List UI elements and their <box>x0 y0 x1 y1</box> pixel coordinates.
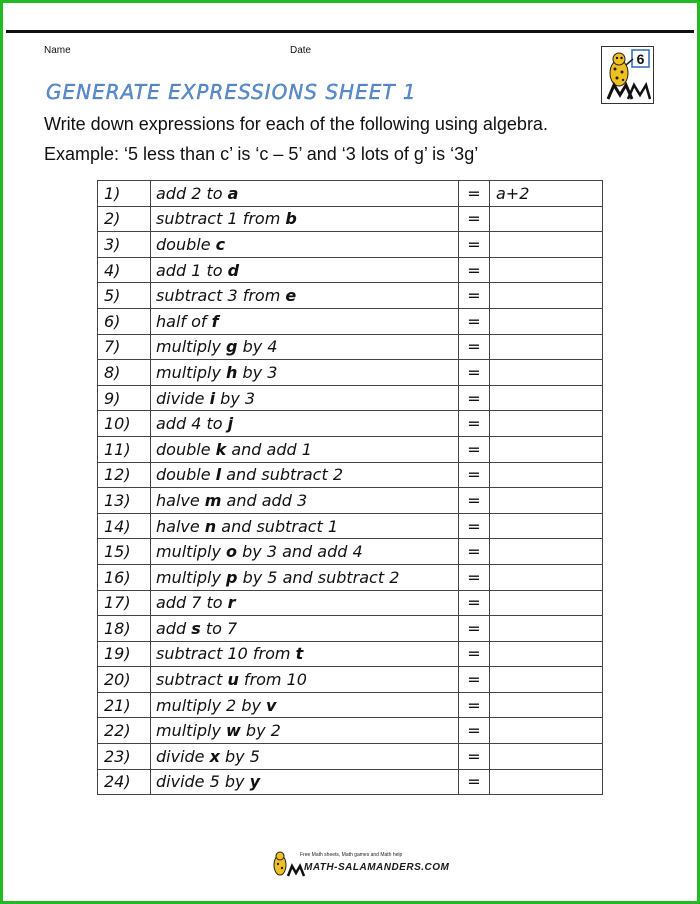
answer-field[interactable] <box>490 206 603 232</box>
equals-sign: = <box>459 411 490 437</box>
question-row <box>98 539 603 565</box>
answer-field[interactable] <box>490 257 603 283</box>
question-text <box>151 257 459 283</box>
question-text-after: by 5 <box>219 746 260 766</box>
question-text-before: double <box>156 465 216 485</box>
question-text-after: to 7 <box>200 618 238 638</box>
question-row <box>98 488 603 514</box>
answer-field[interactable] <box>490 462 603 488</box>
answer-field[interactable] <box>490 385 603 411</box>
question-row <box>98 308 603 334</box>
question-row <box>98 718 603 744</box>
question-row <box>98 692 603 718</box>
question-number: 10) <box>98 411 151 437</box>
question-number: 15) <box>98 539 151 565</box>
variable-letter: h <box>226 362 238 382</box>
question-number: 20) <box>98 667 151 693</box>
question-row <box>98 513 603 539</box>
equals-sign: = <box>459 181 490 207</box>
question-text <box>151 308 459 334</box>
question-text-after: and subtract 1 <box>216 516 339 536</box>
equals-sign: = <box>459 436 490 462</box>
question-number: 2) <box>98 206 151 232</box>
question-row <box>98 411 603 437</box>
variable-letter: p <box>226 567 238 587</box>
variable-letter: k <box>215 439 227 459</box>
question-text <box>151 385 459 411</box>
variable-letter: l <box>215 465 222 485</box>
variable-letter: g <box>226 337 238 357</box>
answer-field[interactable] <box>490 564 603 590</box>
question-text-before: multiply <box>156 567 227 587</box>
variable-letter: r <box>227 593 236 613</box>
question-text <box>151 769 459 795</box>
question-number: 18) <box>98 616 151 642</box>
equals-sign: = <box>459 513 490 539</box>
question-text <box>151 462 459 488</box>
question-text-before: halve <box>156 490 205 510</box>
question-text <box>151 334 459 360</box>
equals-sign: = <box>459 641 490 667</box>
answer-field[interactable]: a+2 <box>490 181 603 207</box>
question-text-before: subtract 10 from <box>156 644 296 664</box>
equals-sign: = <box>459 360 490 386</box>
question-number: 13) <box>98 488 151 514</box>
question-row <box>98 616 603 642</box>
variable-letter: y <box>249 772 261 792</box>
question-text <box>151 206 459 232</box>
variable-letter: n <box>204 516 217 536</box>
name-label: Name <box>44 45 71 56</box>
variable-letter: f <box>211 311 219 331</box>
question-row <box>98 206 603 232</box>
question-number: 3) <box>98 232 151 258</box>
variable-letter: a <box>227 183 239 203</box>
question-row <box>98 181 603 207</box>
question-number: 5) <box>98 283 151 309</box>
question-text-before: halve <box>156 516 205 536</box>
question-text-before: add <box>156 618 192 638</box>
question-text-before: divide <box>156 388 210 408</box>
question-text-before: add 7 to <box>156 593 228 613</box>
question-number: 9) <box>98 385 151 411</box>
question-row <box>98 744 603 770</box>
instruction-line-1: Write down expressions for each of the following using algebra. <box>44 114 548 134</box>
answer-field[interactable] <box>490 616 603 642</box>
question-text-after: by 3 <box>215 388 256 408</box>
header-rule <box>6 30 694 33</box>
question-text-before: multiply <box>156 542 227 562</box>
question-text-before: multiply <box>156 337 227 357</box>
question-text-after: and subtract 2 <box>221 465 344 485</box>
question-text-after: by 3 <box>237 362 278 382</box>
equals-sign: = <box>459 616 490 642</box>
question-row <box>98 462 603 488</box>
answer-field[interactable] <box>490 692 603 718</box>
variable-letter: j <box>227 414 234 434</box>
variable-letter: w <box>226 721 241 741</box>
answer-field[interactable] <box>490 232 603 258</box>
variable-letter: v <box>266 695 277 715</box>
variable-letter: u <box>227 670 239 690</box>
question-text <box>151 411 459 437</box>
question-row <box>98 232 603 258</box>
question-text-before: add 4 to <box>156 414 228 434</box>
question-number: 7) <box>98 334 151 360</box>
equals-sign: = <box>459 769 490 795</box>
question-text <box>151 667 459 693</box>
variable-letter: d <box>227 260 240 280</box>
question-text-before: multiply <box>156 721 227 741</box>
question-row <box>98 385 603 411</box>
equals-sign: = <box>459 692 490 718</box>
equals-sign: = <box>459 334 490 360</box>
equals-sign: = <box>459 564 490 590</box>
answer-field[interactable] <box>490 488 603 514</box>
answer-field[interactable] <box>490 744 603 770</box>
question-text <box>151 283 459 309</box>
equals-sign: = <box>459 283 490 309</box>
variable-letter: x <box>209 746 220 766</box>
question-text-before: subtract <box>156 670 228 690</box>
variable-letter: i <box>209 388 216 408</box>
answer-field[interactable] <box>490 513 603 539</box>
question-row <box>98 667 603 693</box>
question-text <box>151 692 459 718</box>
question-row <box>98 769 603 795</box>
questions-table <box>97 180 603 795</box>
equals-sign: = <box>459 488 490 514</box>
variable-letter: o <box>226 542 238 562</box>
answer-field[interactable] <box>490 283 603 309</box>
question-text-after: and add 3 <box>221 490 308 510</box>
question-text <box>151 488 459 514</box>
question-row <box>98 641 603 667</box>
answer-field[interactable] <box>490 718 603 744</box>
answer-field[interactable] <box>490 436 603 462</box>
question-text <box>151 718 459 744</box>
question-text-before: double <box>156 439 216 459</box>
equals-sign: = <box>459 539 490 565</box>
question-text-before: add 2 to <box>156 183 228 203</box>
footer-brand: MATH-SALAMANDERS.COM <box>304 862 450 873</box>
question-text-after: by 4 <box>237 337 278 357</box>
question-text-before: multiply 2 by <box>156 695 267 715</box>
question-text-before: double <box>156 234 216 254</box>
equals-sign: = <box>459 718 490 744</box>
question-row <box>98 257 603 283</box>
equals-sign: = <box>459 385 490 411</box>
answer-field[interactable] <box>490 667 603 693</box>
question-text-after: by 3 and add 4 <box>237 542 363 562</box>
question-row <box>98 334 603 360</box>
answer-field[interactable] <box>490 334 603 360</box>
question-row <box>98 360 603 386</box>
equals-sign: = <box>459 257 490 283</box>
variable-letter: t <box>295 644 304 664</box>
equals-sign: = <box>459 232 490 258</box>
question-text <box>151 436 459 462</box>
question-number: 4) <box>98 257 151 283</box>
question-text <box>151 513 459 539</box>
variable-letter: c <box>215 234 226 254</box>
question-text <box>151 590 459 616</box>
answer-field[interactable] <box>490 308 603 334</box>
question-number: 19) <box>98 641 151 667</box>
question-text <box>151 181 459 207</box>
question-number: 8) <box>98 360 151 386</box>
question-row <box>98 590 603 616</box>
question-text-after: by 5 and subtract 2 <box>237 567 400 587</box>
question-text <box>151 616 459 642</box>
answer-field[interactable] <box>490 539 603 565</box>
question-text <box>151 539 459 565</box>
question-text <box>151 232 459 258</box>
question-number: 17) <box>98 590 151 616</box>
date-label: Date <box>290 45 312 56</box>
question-text-before: multiply <box>156 362 227 382</box>
question-text-before: subtract 1 from <box>156 209 286 229</box>
question-number: 1) <box>98 181 151 207</box>
question-text <box>151 564 459 590</box>
question-number: 14) <box>98 513 151 539</box>
question-text <box>151 360 459 386</box>
question-text <box>151 744 459 770</box>
question-number: 23) <box>98 744 151 770</box>
instruction-example: Example: ‘5 less than c’ is ‘c – 5’ and ‘3 lots of g’ is ‘3g’ <box>44 144 479 164</box>
answer-field[interactable] <box>490 769 603 795</box>
variable-letter: e <box>285 286 297 306</box>
equals-sign: = <box>459 462 490 488</box>
question-number: 16) <box>98 564 151 590</box>
equals-sign: = <box>459 308 490 334</box>
answer-field[interactable] <box>490 641 603 667</box>
variable-letter: s <box>191 618 201 638</box>
question-text-before: divide 5 by <box>156 772 250 792</box>
question-number: 22) <box>98 718 151 744</box>
equals-sign: = <box>459 590 490 616</box>
question-number: 24) <box>98 769 151 795</box>
question-row <box>98 436 603 462</box>
answer-field[interactable] <box>490 411 603 437</box>
equals-sign: = <box>459 206 490 232</box>
variable-letter: b <box>285 209 297 229</box>
footer-tagline: Free Math sheets, Math games and Math help <box>300 852 403 858</box>
question-row <box>98 564 603 590</box>
question-text-after: from 10 <box>238 670 307 690</box>
question-text-after: and add 1 <box>226 439 312 459</box>
question-text-before: add 1 to <box>156 260 228 280</box>
question-number: 11) <box>98 436 151 462</box>
question-text-before: divide <box>156 746 210 766</box>
page-title: GENERATE EXPRESSIONS SHEET 1 <box>46 80 417 104</box>
answer-field[interactable] <box>490 590 603 616</box>
question-text-after: by 2 <box>240 721 281 741</box>
answer-field[interactable] <box>490 360 603 386</box>
question-number: 6) <box>98 308 151 334</box>
variable-letter: m <box>204 490 222 510</box>
question-text <box>151 641 459 667</box>
question-number: 21) <box>98 692 151 718</box>
equals-sign: = <box>459 744 490 770</box>
question-text-before: half of <box>156 311 212 331</box>
question-number: 12) <box>98 462 151 488</box>
equals-sign: = <box>459 667 490 693</box>
grade-badge: 6 <box>636 51 645 67</box>
question-text-before: subtract 3 from <box>156 286 286 306</box>
salamander-mascot-icon <box>601 46 654 104</box>
question-row <box>98 283 603 309</box>
